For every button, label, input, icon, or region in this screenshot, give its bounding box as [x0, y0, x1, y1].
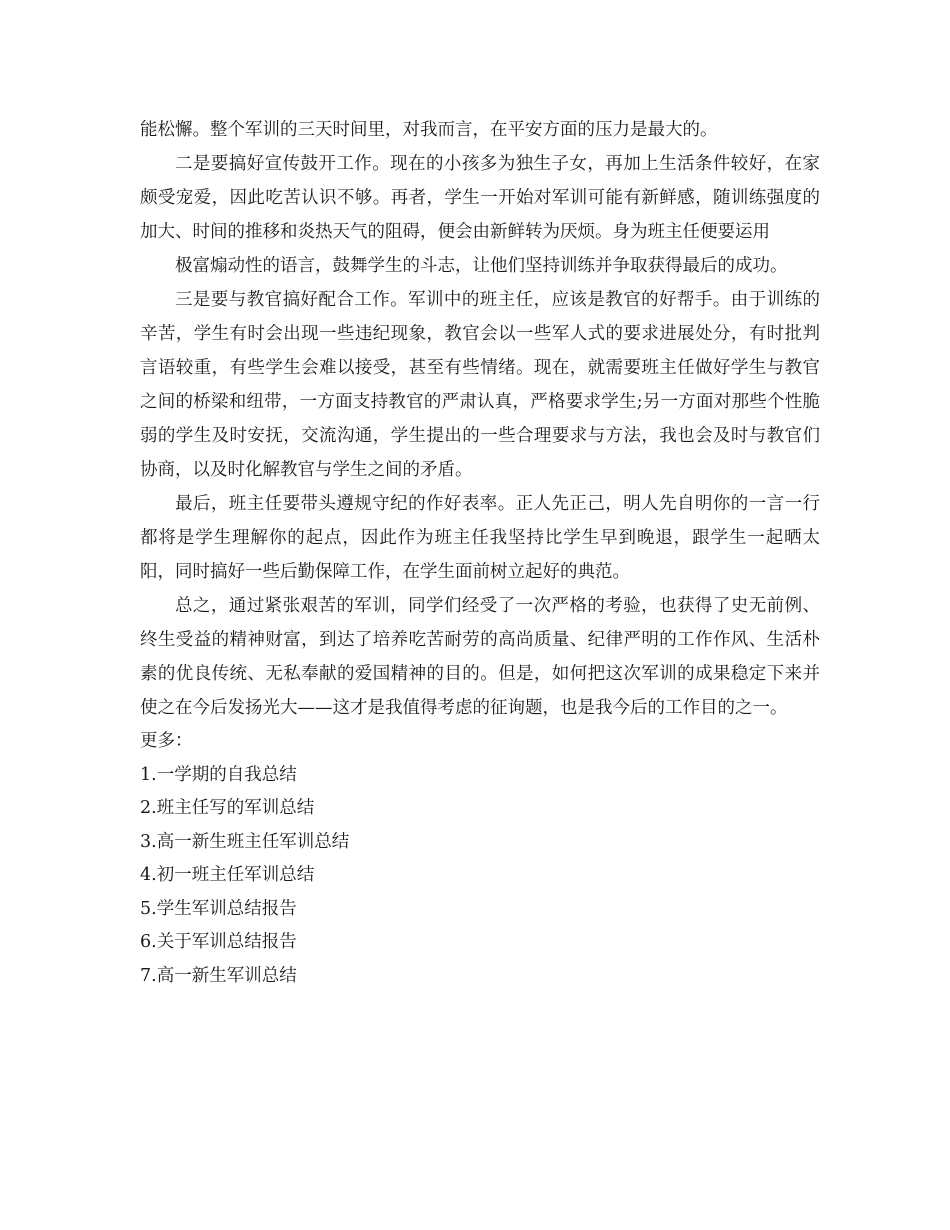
document-body: [140, 113, 820, 993]
more-link-item[interactable]: 5.学生军训总结报告: [140, 898, 297, 919]
paragraph-2: 二是要搞好宣传鼓开工作。现在的小孩多为独生子女，再加上生活条件较好，在家颇受宠爱，因此吃苦认识不够。再者，学生一开始对军训可能有新鲜感，随训练强度的加大、时间的推移和炎热天气的阻碍，便会由新鲜转为厌烦。身为班主任便要运用: [140, 154, 820, 242]
more-link-item[interactable]: 3.高一新生班主任军训总结: [140, 831, 350, 852]
more-link-item[interactable]: 2.班主任写的军训总结: [140, 798, 315, 818]
paragraph-4: 三是要与教官搞好配合工作。军训中的班主任，应该是教官的好帮手。由于训练的辛苦，学生有时会出现一些违纪现象，教官会以一些军人式的要求进展处分，有时批判言语较重，有些学生会难以接受，甚至有些情绪。现在，就需要班主任做好学生与教官之间的桥梁和纽带，一方面支持教官的严肃认真，严格要求学生;另一方面对那些个性脆弱的学生及时安抚，交流沟通，学生提出的一些合理要求与方法，我也会及时与教官们协商，以及时化解教官与学生之间的矛盾。: [140, 290, 820, 480]
more-link-item[interactable]: 4.初一班主任军训总结: [140, 865, 315, 885]
paragraph-1: 能松懈。整个军训的三天时间里，对我而言，在平安方面的压力是最大的。: [140, 120, 718, 140]
paragraph-6: 总之，通过紧张艰苦的军训，同学们经受了一次严格的考验，也获得了史无前例、终生受益的精神财富，到达了培养吃苦耐劳的高尚质量、纪律严明的工作作风、生活朴素的优良传统、无私奉献的爱国精神的目的。但是，如何把这次军训的成果稳定下来并使之在今后发扬光大——这才是我值得考虑的征询题，也是我今后的工作目的之一。: [140, 596, 820, 718]
more-link-item[interactable]: 7.高一新生军训总结: [140, 965, 297, 986]
paragraph-3: 极富煽动性的语言，鼓舞学生的斗志，让他们坚持训练并争取获得最后的成功。: [175, 256, 788, 276]
more-links-list: [140, 759, 820, 994]
more-section-title: 更多：: [140, 731, 193, 751]
paragraph-5: 最后，班主任要带头遵规守纪的作好表率。正人先正己，明人先自明你的一言一行都将是学生理解你的起点，因此作为班主任我坚持比学生早到晚退，跟学生一起晒太阳，同时搞好一些后勤保障工作，在学生面前树立起好的典范。: [140, 494, 820, 582]
more-link-item[interactable]: 6.关于军训总结报告: [140, 932, 297, 952]
more-link-item[interactable]: 1.一学期的自我总结: [140, 764, 297, 785]
